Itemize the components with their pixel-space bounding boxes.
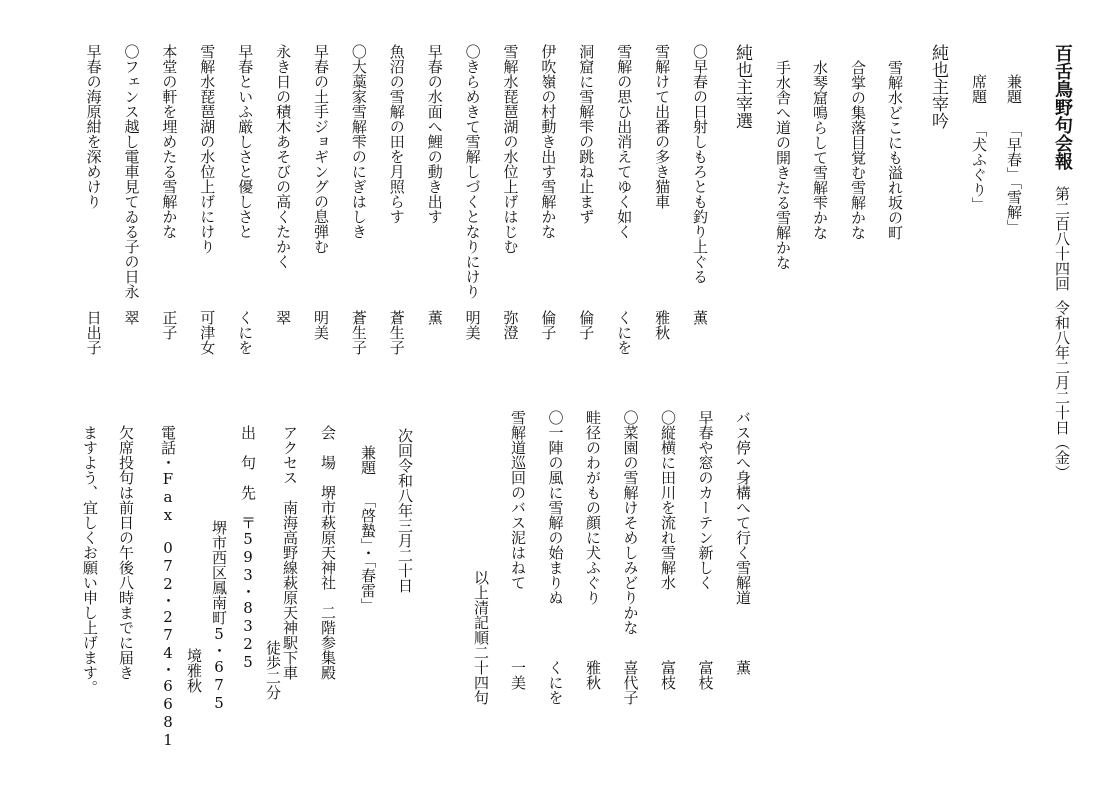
poem-text: 〇フェンス越し電車見てゐる子の日永 — [122, 44, 141, 299]
poem-text: 雪解水琵琶湖の水位上げはじむ — [501, 44, 520, 254]
poem-text: 〇菜園の雪解けそめしみどりかな — [621, 410, 640, 635]
poem-author: 富枝 — [659, 660, 677, 690]
poem-text: 早春といふ厳しさと優しさと — [236, 44, 255, 239]
issue-date: 令和八年二月二十日（金） — [1053, 300, 1071, 480]
ginku-poem: 水琴窟鳴らして雪解雫かな — [811, 60, 829, 240]
contact-person: 境雅秋 — [185, 648, 203, 693]
poem-author: 富枝 — [696, 660, 715, 690]
absence-note-2: ますよう、宜しくお願い申し上げます。 — [81, 425, 99, 695]
poem-text: 雪解道巡回のバス泥はねて — [509, 410, 527, 590]
poem-author: 明美 — [463, 310, 482, 340]
poem-text: 早春の土手ジョギングの息弾む — [312, 44, 330, 254]
issue-number: 第二百八十四回 — [1053, 186, 1071, 291]
sekidai-topic: 席題 「犬ふぐり」 — [970, 74, 988, 212]
poem-text: 雪解水琵琶湖の水位上げにけり — [198, 44, 217, 254]
poem-author: くにを — [236, 310, 255, 355]
poem-text: 〇早春の日射しもろとも釣り上ぐる — [691, 44, 709, 284]
kendai-topics: 兼題 「早春」「雪解」 — [1005, 74, 1023, 235]
poem-text: 早春の水面へ鯉の動き出す — [425, 44, 444, 224]
poem-author: くにを — [615, 310, 634, 355]
poem-author: 翠 — [274, 310, 293, 325]
poem-text: 雪解の思ひ出消えてゆく如く — [615, 44, 634, 239]
poem-text: 伊吹嶺の村動き出す雪解かな — [539, 44, 558, 239]
poem-text: 〇一陣の風に雪解の始まりぬ — [546, 410, 565, 605]
absence-note-1: 欠席投句は前日の午後八時までに届き — [117, 425, 135, 680]
venue: 会 場 堺市萩原天神社 二階参集殿 — [319, 425, 337, 680]
phone-fax: 電話・Fax 072・274・6681 — [159, 425, 177, 749]
poem-text: バス停へ身構へて行く雪解道 — [734, 410, 752, 605]
access: アクセス 南海高野線萩原天神駅下車 — [281, 425, 299, 680]
submission-address: 出 句 先 〒593・8325 — [239, 425, 257, 671]
street-address: 堺市西区鳳南町5・675 — [210, 520, 228, 712]
poem-author: 倫子 — [577, 310, 596, 340]
poem-author: くにを — [546, 660, 565, 705]
poem-text: 畦径のわがもの顔に犬ふぐり — [584, 410, 602, 605]
poem-text: 魚沼の雪解の田を月照らす — [387, 44, 406, 224]
sensen-heading: 純也主宰選 — [732, 44, 752, 129]
poem-author: 喜代子 — [621, 660, 640, 705]
poem-author: 薫 — [425, 310, 444, 325]
walk-time: 徒歩二分 — [264, 640, 282, 700]
poem-author: 日出子 — [84, 310, 103, 355]
poem-author: 雅秋 — [584, 660, 602, 690]
poem-author: 蒼生子 — [387, 310, 406, 355]
poem-text: 洞窟に雪解雫の跳ね止まず — [577, 44, 596, 224]
newsletter-title: 百舌鳥野句会報 — [1052, 44, 1073, 170]
poem-author: 正子 — [160, 310, 179, 340]
poem-author: 蒼生子 — [349, 310, 368, 355]
poem-text: 本堂の軒を埋めたる雪解かな — [160, 44, 179, 239]
next-meeting: 次回令和八年三月二十日 — [396, 428, 414, 593]
poem-text: 早春や窓のカーテン新しく — [696, 410, 715, 590]
poem-author: 薫 — [691, 310, 709, 325]
poem-author: 薫 — [734, 660, 752, 675]
poem-text: 永き日の積木あそびの高くたかく — [274, 44, 293, 269]
poem-text: 〇縦横に田川を流れ雪解水 — [659, 410, 677, 590]
poem-author: 雅秋 — [653, 310, 672, 340]
poem-text: 早春の海原紺を深めけり — [84, 44, 103, 209]
next-kendai: 兼題 「啓蟄」・「春雷」 — [359, 445, 377, 613]
poem-text: 〇きらめきて雪解しづくとなりにけり — [463, 44, 482, 299]
poem-author: 一美 — [509, 660, 527, 690]
poem-text: 雪解けて出番の多き猫車 — [653, 44, 672, 209]
poem-author: 明美 — [312, 310, 330, 340]
ginku-poem: 合掌の集落目覚む雪解かな — [849, 60, 867, 240]
poem-text: 〇大藁家雪解雫のにぎはしき — [349, 44, 368, 239]
ginku-heading: 純也主宰吟 — [928, 44, 948, 129]
ginku-poem: 手水舎へ道の開きたる雪解かな — [774, 60, 792, 270]
poem-author: 翠 — [122, 310, 141, 325]
poem-author: 弥澄 — [501, 310, 520, 340]
poem-author: 可津女 — [198, 310, 217, 355]
poem-author: 倫子 — [539, 310, 558, 340]
ginku-poem: 雪解水どこにも溢れ坂の町 — [886, 60, 904, 240]
closing-note: 以上清記順二十四句 — [472, 570, 490, 705]
